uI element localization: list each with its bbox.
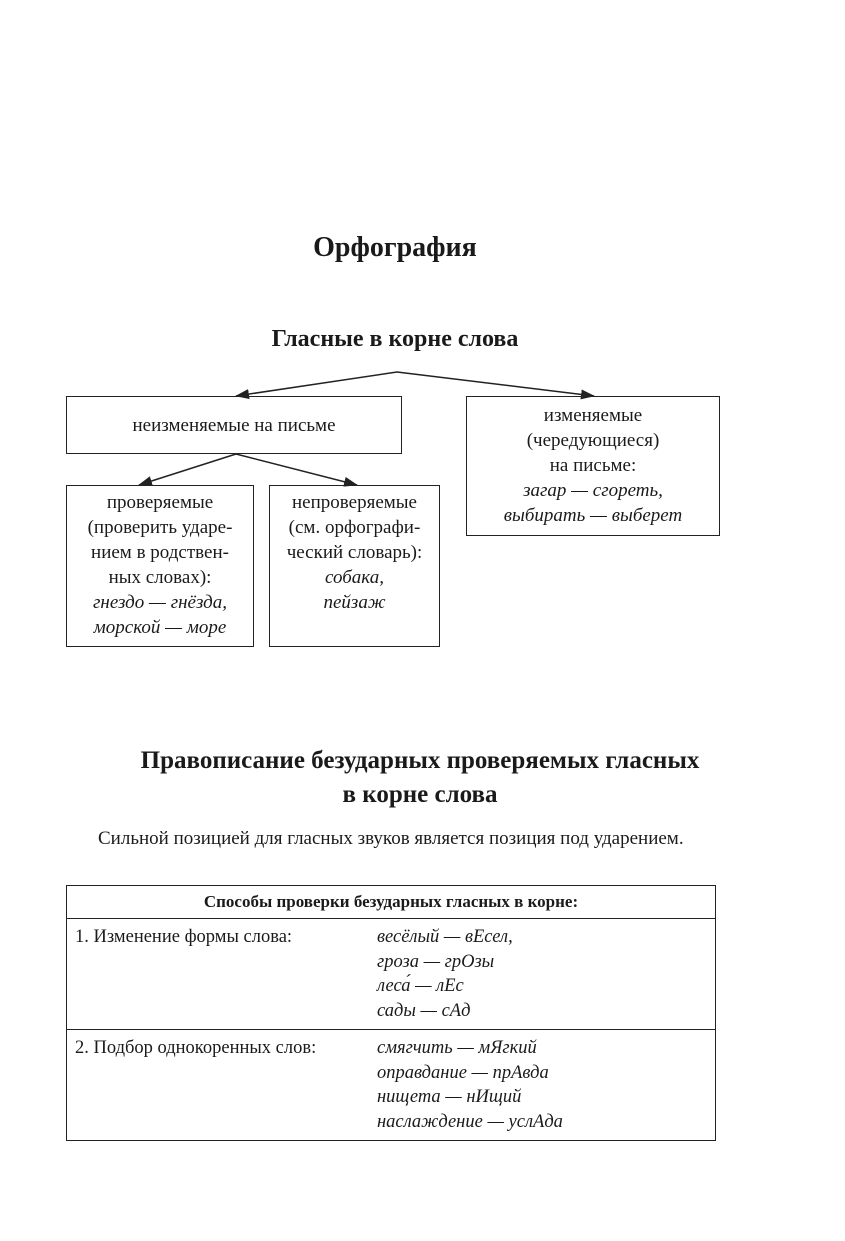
arrow-to-uncheckable [236,454,357,485]
example-item: сады — сАд [377,1000,471,1021]
arrow-to-unchangeable [236,372,397,396]
checkable-line: нием в родствен- [91,542,229,563]
unchangeable-box [66,396,402,454]
uncheckable-line: (см. орфографи- [288,517,421,538]
intro-paragraph: Сильной позицией для гласных звуков является позиция под ударением. [98,828,684,849]
checkable-line: проверяемые [106,492,214,513]
changeable-example: загар — сгореть, [523,480,663,501]
checkable-line: (проверить ударе- [87,517,233,538]
table-row [67,919,716,1030]
arrow-to-changeable [397,372,594,396]
unchangeable-label: неизменяемые на письме [132,414,336,436]
section-title-line: в корне слова [342,781,498,808]
diagram-title: Гласные в корне слова [271,326,519,352]
changeable-line: (чередующиеся) [526,430,660,451]
example-item: весёлый — вЕсел, [377,927,513,947]
checkable-example: морской — море [93,617,227,638]
example-item: смягчить — мЯгкий [377,1038,537,1058]
uncheckable-line: непроверяемые [292,492,417,513]
checkable-line: ных словах): [108,567,212,588]
table-header: Способы проверки безударных гласных в корне: [67,886,716,919]
checkable-box [66,485,254,647]
changeable-line: на письме: [549,455,637,476]
page-title: Орфография [313,232,477,263]
method-label: 2. Подбор однокоренных слов: [67,1030,370,1141]
table-header-row [67,886,716,919]
method-label: 1. Изменение формы слова: [67,919,370,1030]
changeable-box [466,396,720,536]
checkable-example: гнездо — гнёзда, [93,592,227,613]
uncheckable-line: ческий словарь): [286,542,423,563]
arrow-to-checkable [139,454,236,485]
method-examples [369,1030,716,1141]
section-title [60,744,780,812]
uncheckable-example: собака, [325,567,384,588]
section-title-line: Правописание безударных проверяемых гласных [140,747,700,774]
example-item: наслаждение — услАда [377,1111,563,1132]
example-item: нищета — нИщий [377,1087,522,1107]
uncheckable-example: пейзаж [323,592,386,613]
example-item: гроза — грОзы [377,951,495,972]
example-item: оправдание — прАвда [377,1062,549,1083]
check-methods-table [66,885,716,1141]
uncheckable-box [269,485,440,647]
changeable-example: выбирать — выберет [503,505,683,526]
changeable-line: изменяемые [543,405,643,426]
example-item: леса́ — лЕс [377,976,464,996]
method-examples [369,919,716,1030]
table-row [67,1030,716,1141]
